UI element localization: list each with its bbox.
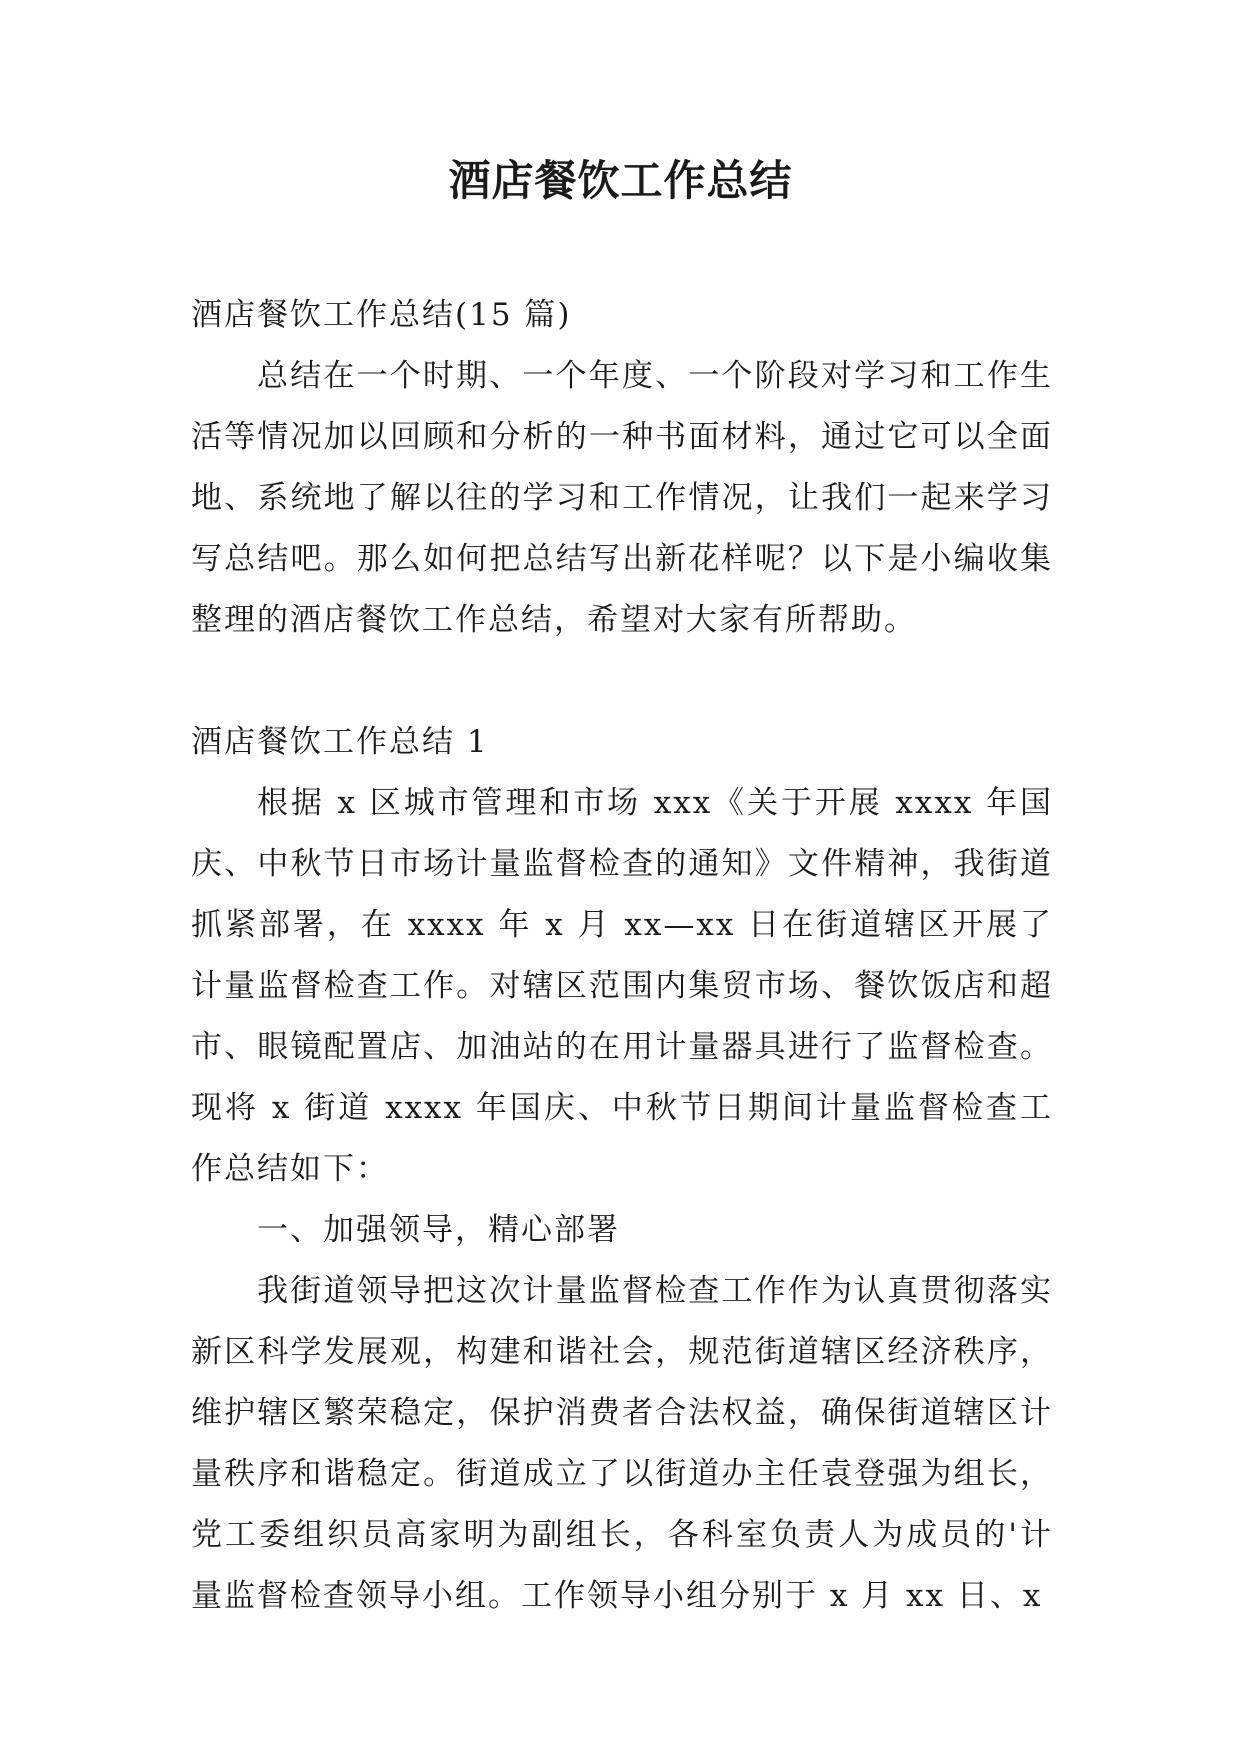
section-subheading: 一、加强领导，精心部署 <box>257 1212 620 1248</box>
document-body <box>191 285 1053 1627</box>
section-paragraph: 根据 x 区城市管理和市场 xxx《关于开展 xxxx 年国庆、中秋节日市场计量监督检查的通知》文件精神，我街道抓紧部署，在 xxxx 年 x 月 xx—xx 日在街道辖区开展了计量监督检查工作。对辖区范围内集贸市场、餐饮饭店和超市、眼镜配置店、加油站的在用计量器具进行了监督检查。现将 x 街道 xxxx 年国庆、中秋节日期间计量监督检查工作总结如下： <box>191 785 1053 1187</box>
section-heading: 酒店餐饮工作总结 1 <box>191 724 489 760</box>
section-paragraph: 我街道领导把这次计量监督检查工作作为认真贯彻落实新区科学发展观，构建和谐社会，规范街道辖区经济秩序，维护辖区繁荣稳定，保护消费者合法权益，确保街道辖区计量秩序和谐稳定。街道成立了以街道办主任袁登强为组长，党工委组织员高家明为副组长，各科室负责人为成员的'计量监督检查领导小组。工作领导小组分别于 x 月 xx 日、x <box>191 1273 1053 1614</box>
document-title: 酒店餐饮工作总结 <box>448 156 793 205</box>
intro-paragraph: 总结在一个时期、一个年度、一个阶段对学习和工作生活等情况加以回顾和分析的一种书面材料，通过它可以全面地、系统地了解以往的学习和工作情况，让我们一起来学习写总结吧。那么如何把总结写出新花样呢？以下是小编收集整理的酒店餐饮工作总结，希望对大家有所帮助。 <box>191 358 1053 638</box>
paragraph-gap <box>191 651 1053 712</box>
document-subtitle: 酒店餐饮工作总结(15 篇) <box>191 297 572 333</box>
